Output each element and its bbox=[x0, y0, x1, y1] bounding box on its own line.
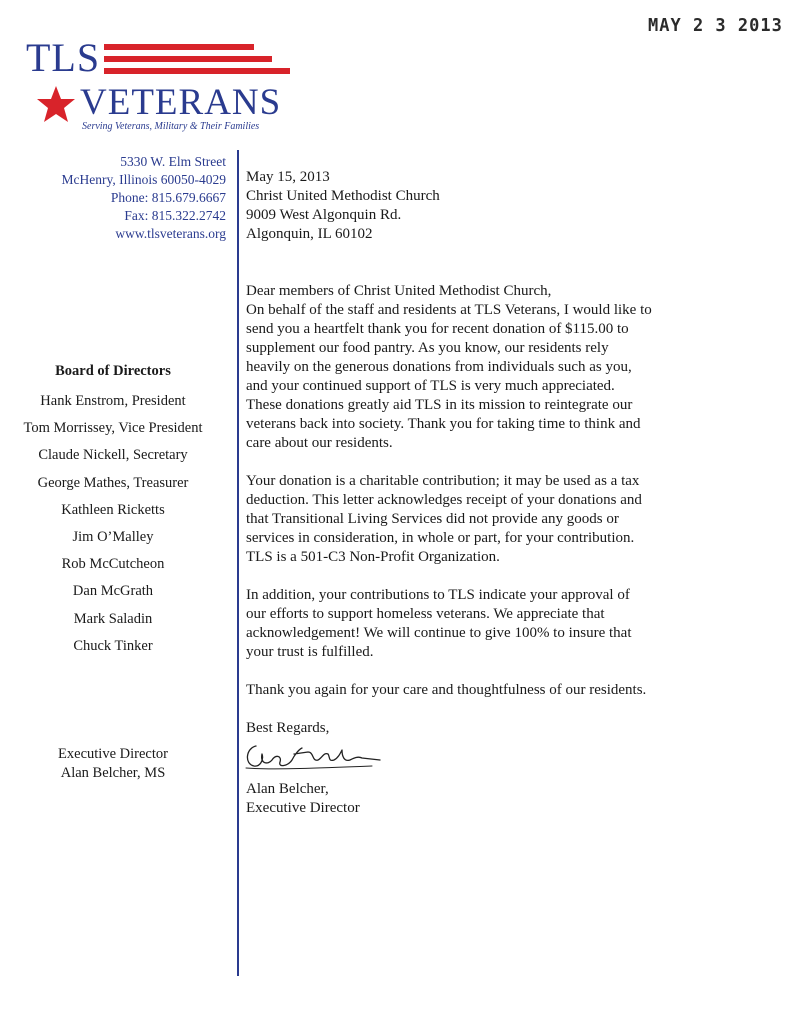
paragraph-line: our efforts to support homeless veterans. We appreciate that bbox=[246, 606, 605, 622]
recipient-address bbox=[246, 187, 746, 244]
paragraph-line: deduction. This letter acknowledges receipt of your donations and bbox=[246, 492, 642, 508]
city-state-zip: McHenry, Illinois 60050-4029 bbox=[61, 172, 226, 187]
board-member: Mark Saladin bbox=[73, 610, 153, 627]
board-member: Kathleen Ricketts bbox=[61, 501, 165, 518]
board-member: Dan McGrath bbox=[72, 583, 154, 600]
website-link[interactable]: www.tlsveterans.org bbox=[115, 226, 226, 241]
logo-name-bottom: VETERANS bbox=[80, 82, 282, 123]
paragraph-line: your trust is fulfilled. bbox=[246, 644, 374, 660]
paragraph-line: care about our residents. bbox=[246, 435, 393, 451]
paragraph-line: services in consideration, in whole or part, for your contribution. bbox=[246, 530, 635, 546]
logo-tagline: Serving Veterans, Military & Their Families bbox=[82, 121, 260, 132]
paragraph-line: Thank you again for your care and thoughtfulness of our residents. bbox=[246, 682, 647, 698]
board-member: Chuck Tinker bbox=[73, 637, 153, 654]
letter-date: May 15, 2013 bbox=[246, 169, 330, 185]
paragraph-line: send you a heartfelt thank you for recent donation of $115.00 to bbox=[246, 321, 629, 337]
phone-number: Phone: 815.679.6667 bbox=[110, 190, 226, 205]
board-member: George Mathes, Treasurer bbox=[37, 474, 189, 491]
closing: Best Regards, bbox=[246, 720, 330, 736]
executive-name: Alan Belcher, MS bbox=[60, 765, 166, 781]
paragraph-tax bbox=[246, 472, 746, 567]
column-divider bbox=[237, 150, 239, 976]
board-heading: Board of Directors bbox=[55, 363, 171, 379]
received-date-stamp: MAY 2 3 2013 bbox=[648, 15, 783, 37]
paragraph-line: These donations greatly aid TLS in its mission to reintegrate our bbox=[246, 397, 633, 413]
board-member: Rob McCutcheon bbox=[61, 556, 165, 573]
signer-block bbox=[246, 780, 746, 818]
paragraph-thanks bbox=[246, 301, 746, 453]
recipient-line: 9009 West Algonquin Rd. bbox=[246, 207, 402, 223]
executive-director-block bbox=[0, 745, 226, 783]
board-of-directors bbox=[0, 362, 226, 660]
paragraph-line: Your donation is a charitable contribution; it may be used as a tax bbox=[246, 473, 640, 489]
logo-name-top: TLS bbox=[26, 35, 101, 80]
board-member: Jim O’Malley bbox=[72, 529, 154, 546]
tls-veterans-logo bbox=[26, 35, 288, 138]
signature-image bbox=[242, 738, 382, 772]
contact-block bbox=[10, 153, 226, 243]
board-member: Tom Morrissey, Vice President bbox=[23, 420, 203, 437]
paragraph-line: and your continued support of TLS is very much appreciated. bbox=[246, 378, 615, 394]
paragraph-line: TLS is a 501-C3 Non-Profit Organization. bbox=[246, 549, 500, 565]
board-member: Claude Nickell, Secretary bbox=[38, 447, 188, 464]
paragraph-line: that Transitional Living Services did not provide any goods or bbox=[246, 511, 619, 527]
paragraph-line: In addition, your contributions to TLS indicate your approval of bbox=[246, 587, 630, 603]
letter-body bbox=[246, 168, 746, 818]
salutation: Dear members of Christ United Methodist Church, bbox=[246, 283, 552, 299]
signer-name: Alan Belcher, bbox=[246, 781, 329, 797]
executive-title: Executive Director bbox=[58, 746, 168, 762]
street-address: 5330 W. Elm Street bbox=[120, 154, 226, 169]
fax-number: Fax: 815.322.2742 bbox=[124, 208, 226, 223]
star-icon bbox=[36, 84, 76, 124]
board-member: Hank Enstrom, President bbox=[40, 393, 186, 409]
paragraph-line: acknowledgement! We will continue to give 100% to insure that bbox=[246, 625, 632, 641]
paragraph-line: heavily on the generous donations from individuals such as you, bbox=[246, 359, 632, 375]
recipient-line: Christ United Methodist Church bbox=[246, 188, 440, 204]
paragraph-line: On behalf of the staff and residents at TLS Veterans, I would like to bbox=[246, 302, 652, 318]
paragraph-approval bbox=[246, 586, 746, 662]
signer-title: Executive Director bbox=[246, 800, 360, 816]
paragraph-line: veterans back into society. Thank you for taking time to think and bbox=[246, 416, 641, 432]
paragraph-closing-thanks bbox=[246, 681, 746, 700]
paragraph-line: supplement our food pantry. As you know, our residents rely bbox=[246, 340, 609, 356]
recipient-line: Algonquin, IL 60102 bbox=[246, 226, 373, 242]
